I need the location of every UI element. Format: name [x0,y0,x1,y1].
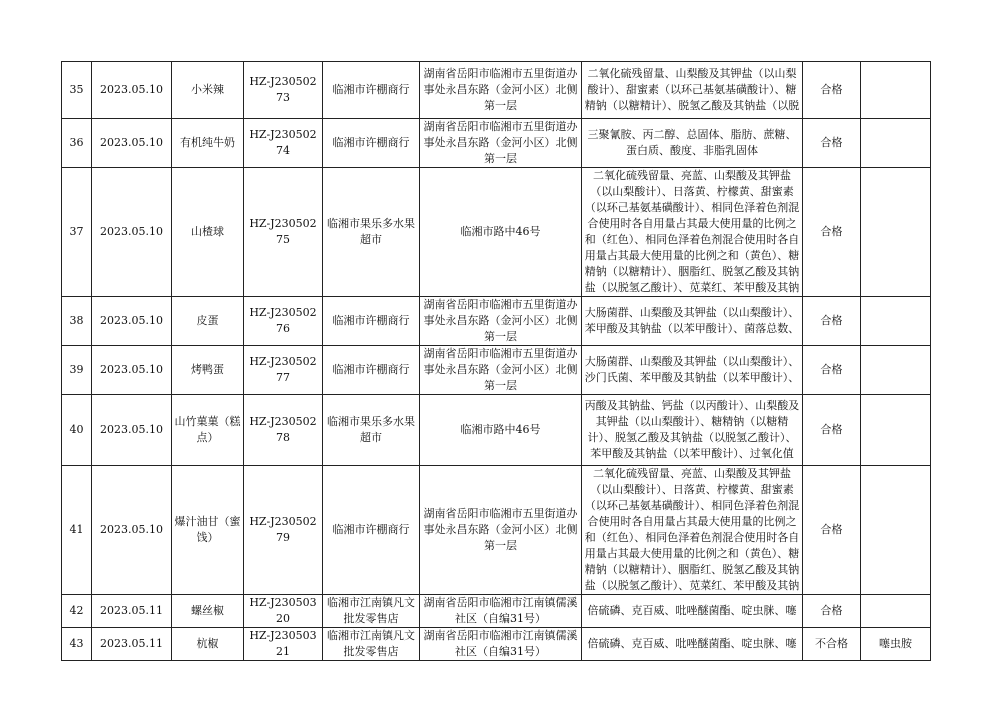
cell-shop: 临湘市果乐多水果超市 [323,395,420,466]
cell-name: 有机纯牛奶 [172,119,244,168]
cell-addr: 湖南省岳阳市临湘市五里街道办事处永昌东路（金河小区）北侧第一层 [420,62,582,119]
cell-code: HZ-J23050321 [244,628,323,661]
cell-name: 杭椒 [172,628,244,661]
cell-date: 2023.05.11 [92,628,172,661]
table-row [62,628,931,661]
cell-no: 37 [62,168,92,297]
cell-no: 36 [62,119,92,168]
cell-date: 2023.05.10 [92,466,172,595]
cell-date: 2023.05.10 [92,119,172,168]
cell-items [582,346,803,395]
cell-addr: 湖南省岳阳市临湘市江南镇儒溪社区（自编31号） [420,595,582,628]
cell-name: 小米辣 [172,62,244,119]
table-row [62,297,931,346]
cell-note [861,346,931,395]
items-text: 二氧化硫残留量、山梨酸及其钾盐（以山梨酸计）、甜蜜素（以环己基氨基磺酸计）、糖精钠（以糖精计）、脱氢乙酸及其钠盐（以脱 [584,67,800,112]
cell-addr: 湖南省岳阳市临湘市五里街道办事处永昌东路（金河小区）北侧第一层 [420,466,582,595]
cell-code: HZ-J23050277 [244,346,323,395]
cell-result: 合格 [803,297,861,346]
cell-items [582,628,803,661]
inspection-table [61,61,931,661]
cell-shop: 临湘市许棚商行 [323,466,420,595]
cell-addr: 临湘市路中46号 [420,395,582,466]
cell-name: 山楂球 [172,168,244,297]
cell-name: 爆汁油甘（蜜饯） [172,466,244,595]
cell-result: 合格 [803,119,861,168]
items-text: 倍硫磷、克百威、吡唑醚菌酯、啶虫脒、噻 [587,637,797,650]
cell-shop: 临湘市江南镇凡文批发零售店 [323,628,420,661]
cell-addr: 湖南省岳阳市临湘市江南镇儒溪社区（自编31号） [420,628,582,661]
cell-items [582,395,803,466]
cell-date: 2023.05.10 [92,62,172,119]
cell-note [861,168,931,297]
cell-no: 42 [62,595,92,628]
cell-addr: 临湘市路中46号 [420,168,582,297]
cell-name: 皮蛋 [172,297,244,346]
items-text: 二氧化硫残留量、亮蓝、山梨酸及其钾盐（以山梨酸计）、日落黄、柠檬黄、甜蜜素（以环己基氨基磺酸计）、相同色泽着色剂混合使用时各自用量占其最大使用量的比例之和（红色）、相同色泽着色剂混合使用时各自用量占其最大使用量的比例之和（黄色）、糖精钠（以糖精计）、胭脂红、脱氢乙酸及其钠盐（以脱氢乙酸计）、苋菜红、苯甲酸及其钠 [584,169,800,294]
cell-addr: 湖南省岳阳市临湘市五里街道办事处永昌东路（金河小区）北侧第一层 [420,297,582,346]
cell-no: 41 [62,466,92,595]
cell-no: 43 [62,628,92,661]
cell-addr: 湖南省岳阳市临湘市五里街道办事处永昌东路（金河小区）北侧第一层 [420,119,582,168]
cell-no: 40 [62,395,92,466]
cell-items [582,62,803,119]
cell-date: 2023.05.11 [92,595,172,628]
cell-no: 38 [62,297,92,346]
cell-date: 2023.05.10 [92,168,172,297]
cell-shop: 临湘市江南镇凡文批发零售店 [323,595,420,628]
items-text: 大肠菌群、山梨酸及其钾盐（以山梨酸计）、沙门氏菌、苯甲酸及其钠盐（以苯甲酸计）、 [584,355,800,384]
cell-date: 2023.05.10 [92,395,172,466]
cell-items [582,297,803,346]
cell-code: HZ-J23050320 [244,595,323,628]
cell-result: 合格 [803,395,861,466]
cell-code: HZ-J23050275 [244,168,323,297]
table-row [62,119,931,168]
cell-result: 合格 [803,168,861,297]
cell-shop: 临湘市许棚商行 [323,119,420,168]
cell-shop: 临湘市许棚商行 [323,346,420,395]
items-text: 丙酸及其钠盐、钙盐（以丙酸计）、山梨酸及其钾盐（以山梨酸计）、糖精钠（以糖精计）、脱氢乙酸及其钠盐（以脱氢乙酸计）、苯甲酸及其钠盐（以苯甲酸计）、过氧化值 [584,399,800,460]
cell-note [861,395,931,466]
cell-note [861,595,931,628]
cell-code: HZ-J23050274 [244,119,323,168]
cell-shop: 临湘市果乐多水果超市 [323,168,420,297]
cell-addr: 湖南省岳阳市临湘市五里街道办事处永昌东路（金河小区）北侧第一层 [420,346,582,395]
cell-code: HZ-J23050273 [244,62,323,119]
cell-result: 合格 [803,466,861,595]
cell-note [861,62,931,119]
items-text: 二氧化硫残留量、亮蓝、山梨酸及其钾盐（以山梨酸计）、日落黄、柠檬黄、甜蜜素（以环己基氨基磺酸计）、相同色泽着色剂混合使用时各自用量占其最大使用量的比例之和（红色）、相同色泽着色剂混合使用时各自用量占其最大使用量的比例之和（黄色）、糖精钠（以糖精计）、胭脂红、脱氢乙酸及其钠盐（以脱氢乙酸计）、苋菜红、苯甲酸及其钠 [584,467,800,592]
cell-note: 噻虫胺 [861,628,931,661]
table-row [62,395,931,466]
cell-result: 合格 [803,595,861,628]
table-row [62,62,931,119]
items-text: 大肠菌群、山梨酸及其钾盐（以山梨酸计）、苯甲酸及其钠盐（以苯甲酸计）、菌落总数、 [584,306,800,335]
cell-result: 合格 [803,346,861,395]
cell-note [861,466,931,595]
table-row [62,168,931,297]
table-row [62,595,931,628]
cell-code: HZ-J23050276 [244,297,323,346]
items-text: 三聚氰胺、丙二醇、总固体、脂肪、蔗糖、蛋白质、酸度、非脂乳固体 [587,128,797,157]
table-row [62,466,931,595]
cell-date: 2023.05.10 [92,346,172,395]
cell-items [582,466,803,595]
table-body [62,62,931,661]
cell-items [582,168,803,297]
cell-code: HZ-J23050278 [244,395,323,466]
cell-note [861,119,931,168]
cell-shop: 临湘市许棚商行 [323,62,420,119]
table-row [62,346,931,395]
cell-name: 烤鸭蛋 [172,346,244,395]
cell-shop: 临湘市许棚商行 [323,297,420,346]
cell-result: 合格 [803,62,861,119]
cell-items [582,595,803,628]
cell-result: 不合格 [803,628,861,661]
cell-name: 山竹菓菓（糕点） [172,395,244,466]
items-text: 倍硫磷、克百威、吡唑醚菌酯、啶虫脒、噻 [587,604,797,617]
cell-code: HZ-J23050279 [244,466,323,595]
cell-items [582,119,803,168]
cell-name: 螺丝椒 [172,595,244,628]
cell-no: 35 [62,62,92,119]
cell-no: 39 [62,346,92,395]
cell-note [861,297,931,346]
cell-date: 2023.05.10 [92,297,172,346]
